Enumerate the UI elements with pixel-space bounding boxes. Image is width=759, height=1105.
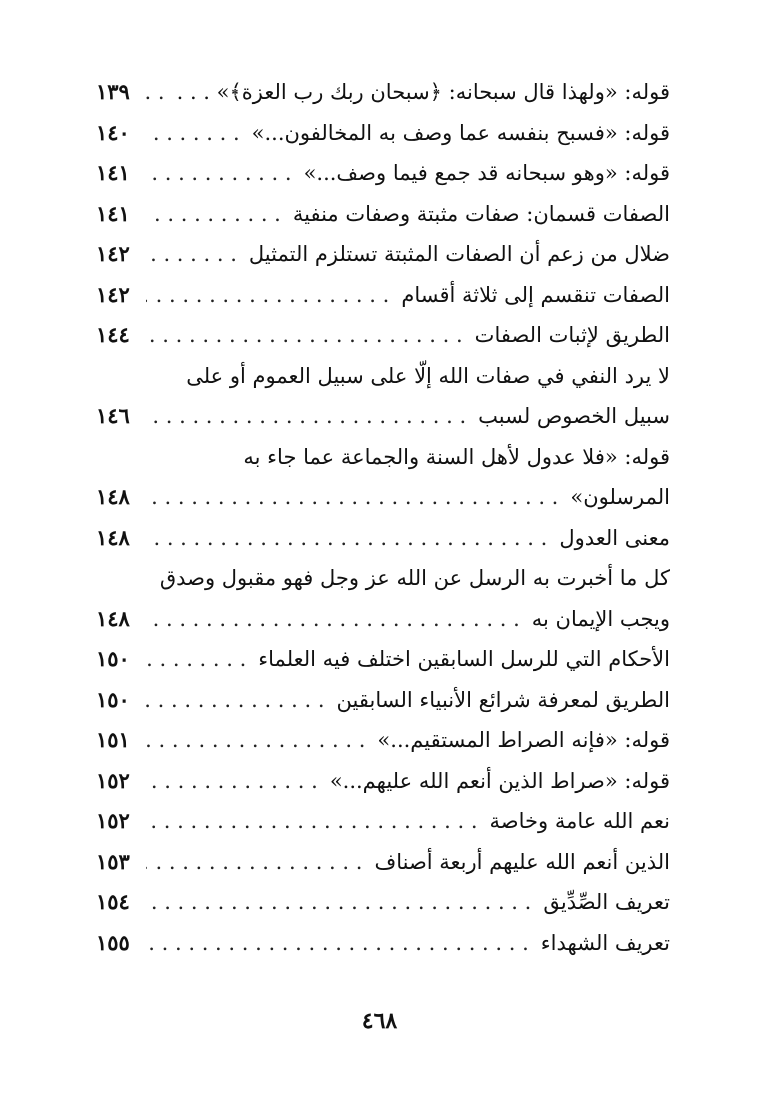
toc-entry-title-line2: ويجب الإيمان به	[531, 606, 670, 631]
toc-entry-title: قوله: «فإنه الصراط المستقيم...»	[377, 728, 670, 752]
toc-entry-page: ١٥٠	[96, 646, 130, 671]
toc-entry-page: ١٥٢	[96, 767, 130, 793]
toc-entry-page: ١٥٣	[96, 848, 130, 874]
leader-dots	[146, 599, 520, 640]
toc-entry-page: ١٤٢	[96, 281, 130, 307]
leader-dots	[146, 72, 165, 113]
toc-entry-title: الأحكام التي للرسل السابقين اختلف فيه العلماء	[258, 647, 670, 671]
toc-entry-line2	[96, 477, 670, 518]
leader-dots	[146, 275, 389, 316]
toc-entry-title: الذين أنعم الله عليهم أربعة أصناف	[374, 849, 670, 874]
leader-dots	[146, 801, 478, 842]
toc-entry	[96, 801, 670, 842]
toc-entry-title: ضلال من زعم أن الصفات المثبتة تستلزم التمثيل	[248, 242, 670, 266]
toc-entry-title: معنى العدول	[559, 525, 670, 550]
toc-entry	[96, 315, 670, 356]
toc-entry	[96, 356, 670, 437]
toc-entry	[96, 720, 670, 761]
toc-entry-title: قوله: «وهو سبحانه قد جمع فيما وصف...»	[303, 161, 670, 185]
toc-entry	[96, 761, 670, 802]
leader-dots	[146, 720, 365, 761]
toc-entry-title: تعريف الشهداء	[540, 930, 670, 955]
toc-entry-title: الصفات تنقسم إلى ثلاثة أقسام	[401, 282, 670, 307]
toc-entry-title: الصفات قسمان: صفات مثبتة وصفات منفية	[292, 201, 670, 226]
toc-entry-page: ١٥٠	[96, 686, 130, 712]
leader-dots	[146, 923, 529, 964]
toc-entry-page: ١٤٠	[96, 119, 130, 145]
leader-dots	[146, 477, 558, 518]
toc-entry-page: ١٥٢	[96, 808, 130, 833]
page-number: ٤٦٨	[361, 1008, 398, 1034]
toc-entry-title: الطريق لإثبات الصفات	[474, 323, 670, 347]
toc-entry	[96, 680, 670, 721]
toc-entry-page: ١٤١	[96, 200, 130, 226]
toc-entry-title-line2: سبيل الخصوص لسبب	[478, 404, 670, 428]
leader-dots	[146, 153, 292, 194]
toc-entry	[96, 275, 670, 316]
leader-dots	[146, 639, 246, 680]
leader-dots	[146, 842, 362, 883]
toc-entry-title-line1: قوله: «فلا عدول لأهل السنة والجماعة عما جاء به	[243, 444, 670, 469]
toc-entry	[96, 153, 670, 194]
toc-entry-page: ١٤٤	[96, 322, 130, 347]
toc-entry-title-line2: المرسلون»	[570, 485, 670, 509]
toc-entry-page: ١٤٨	[96, 605, 130, 631]
toc-entry-title-line1: كل ما أخبرت به الرسل عن الله عز وجل فهو مقبول وصدق	[159, 566, 670, 590]
toc-entry	[96, 194, 670, 235]
toc-entry	[96, 72, 670, 113]
toc-entry-page: ١٣٩	[96, 79, 130, 104]
toc-entry-title: تعريف الصِّدِّيق	[543, 890, 670, 914]
leader-dots	[146, 194, 281, 235]
table-of-contents	[96, 72, 670, 963]
leader-dots	[146, 315, 463, 356]
toc-entry-page: ١٤٨	[96, 524, 130, 550]
toc-entry-page: ١٥٥	[96, 929, 130, 955]
toc-entry-title: الطريق لمعرفة شرائع الأنبياء السابقين	[336, 687, 670, 712]
toc-entry	[96, 518, 670, 559]
toc-entry-line2	[96, 396, 670, 437]
toc-entry-title-line1: لا يرد النفي في صفات الله إلّا على سبيل العموم أو على	[186, 363, 670, 388]
toc-entry-page: ١٤٢	[96, 241, 130, 266]
toc-entry-title: نعم الله عامة وخاصة	[489, 809, 670, 833]
toc-entry	[96, 113, 670, 154]
leader-dots	[146, 761, 318, 802]
toc-entry	[96, 234, 670, 275]
leader-dots	[146, 882, 531, 923]
leader-dots	[146, 113, 240, 154]
toc-entry-title: قوله: «فسبح بنفسه عما وصف به المخالفون...»	[251, 120, 670, 145]
toc-entry	[96, 437, 670, 518]
toc-entry	[96, 558, 670, 639]
toc-entry-page: ١٤٦	[96, 403, 130, 428]
toc-entry-page: ١٤٨	[96, 484, 130, 509]
toc-entry-page: ١٥١	[96, 727, 130, 752]
toc-entry-page: ١٤١	[96, 160, 130, 185]
toc-entry-line2	[96, 599, 670, 640]
toc-entry-title: قوله: «صراط الذين أنعم الله عليهم...»	[329, 768, 670, 793]
toc-entry	[96, 842, 670, 883]
leader-dots	[146, 234, 237, 275]
toc-entry	[96, 639, 670, 680]
leader-dots	[146, 396, 466, 437]
leader-dots	[146, 518, 547, 559]
leader-dots	[146, 680, 325, 721]
toc-entry-page: ١٥٤	[96, 889, 130, 914]
toc-entry	[96, 882, 670, 923]
toc-entry	[96, 923, 670, 964]
toc-entry-title: قوله: «ولهذا قال سبحانه: ﴿سبحان ربك رب العزة﴾» . . .	[176, 80, 670, 104]
